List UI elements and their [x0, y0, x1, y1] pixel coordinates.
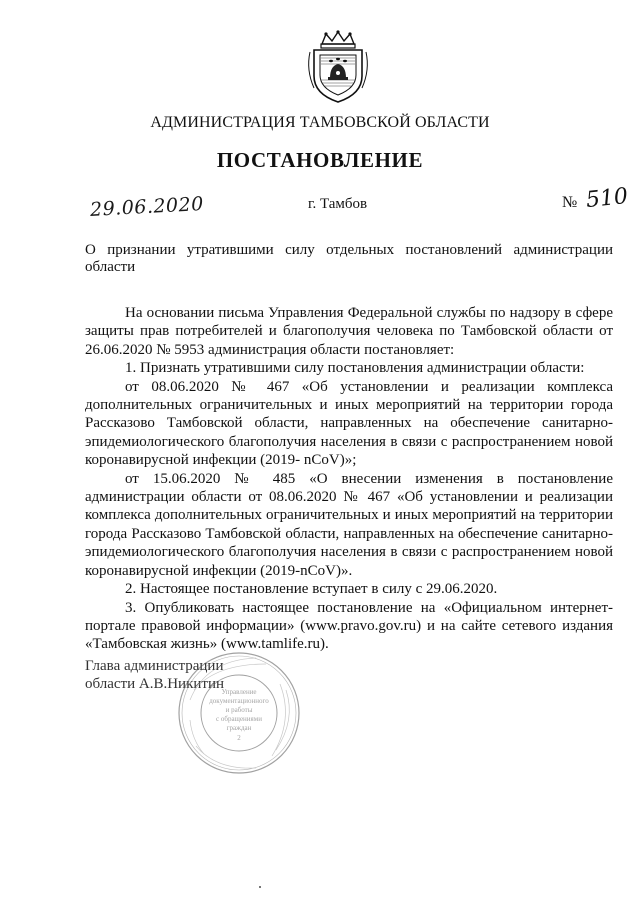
- body-paragraph: 1. Признать утратившими силу постановления администрации области:: [125, 360, 585, 377]
- stamp-inner-line: с обращениями: [216, 715, 262, 723]
- handwritten-date: 29.06.2020: [89, 193, 205, 221]
- body-paragraph: 2. Настоящее постановление вступает в силу с 29.06.2020.: [125, 581, 498, 598]
- handwritten-document-number: 510: [584, 183, 630, 214]
- scan-speck: [259, 886, 261, 888]
- body-paragraph: от 08.06.2020 № 467 «Об установлении и реализации комплекса дополнительных ограничительных и иных мероприятий на территории города Рассказово Тамбовской области, направленных на обеспечение санитарно-эпидемиологического благополучия населения в связи с распространением новой коронавирусной инфекции (2019- nCoV)»;: [85, 378, 613, 469]
- body-paragraph: На основании письма Управления Федеральной службы по надзору в сфере защиты прав потребителей и благополучия человека по Тамбовской области от 26.06.2020 № 5953 администрация области постановляет:: [85, 305, 613, 358]
- organization-name: АДМИНИСТРАЦИЯ ТАМБОВСКОЙ ОБЛАСТИ: [150, 114, 490, 131]
- signature-title: Глава администрации: [85, 658, 224, 674]
- document-type-title: ПОСТАНОВЛЕНИЕ: [216, 148, 424, 172]
- document-body: [85, 304, 613, 654]
- city-label: г. Тамбов: [308, 196, 368, 212]
- body-paragraph: от 15.06.2020 № 485 «О внесении изменения в постановление администрации области от 08.06.2020 № 467 «Об установлении и реализации комплекса дополнительных ограничительных и иных мероприятий на территории города Рассказово Тамбовской области, направленных на обеспечение санитарно-эпидемиологического благополучия населения в связи с распространением новой коронавирусной инфекции (2019-nCoV)».: [85, 470, 613, 579]
- document-subject: О признании утратившими силу отдельных постановлений администрации области: [85, 242, 613, 275]
- stamp-inner-line: 2: [237, 734, 241, 742]
- body-paragraph: 3. Опубликовать настоящее постановление на «Официальном интернет-портале правовой информации» (www.pravo.gov.ru) и на сайте сетевого издания «Тамбовская жизнь» (www.tamlife.ru).: [85, 599, 613, 653]
- stamp-inner-line: граждан: [226, 724, 252, 732]
- official-stamp-icon: [176, 650, 302, 776]
- stamp-inner-line: документационного: [209, 697, 269, 705]
- number-label: №: [562, 194, 578, 211]
- stamp-inner-line: Управление: [221, 688, 257, 696]
- signature-name: области А.В.Никитин: [85, 676, 225, 692]
- stamp-inner-line: и работы: [225, 706, 253, 714]
- coat-of-arms-icon: [302, 30, 374, 104]
